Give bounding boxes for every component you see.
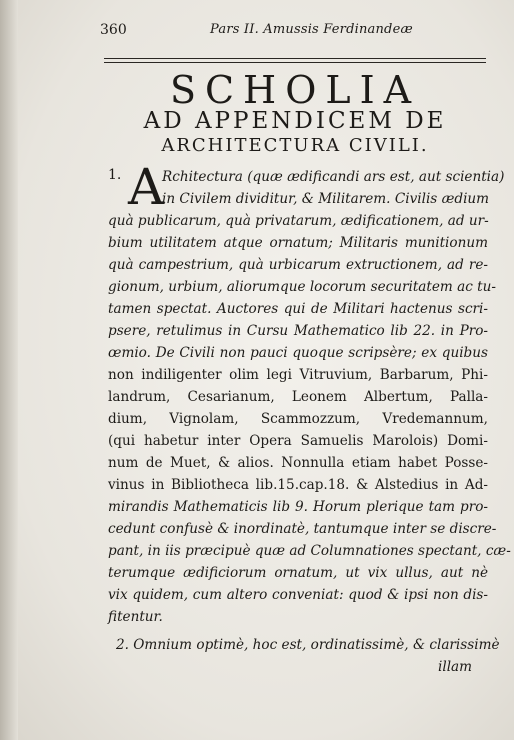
text-line: tamen spectat. Auctores qui de Militari hactenus scri- — [108, 301, 488, 317]
running-header — [100, 22, 480, 42]
text-line: non indiligenter olim legi Vitruvium, Barbarum, Phi- — [108, 367, 488, 383]
paragraph-2-line: 2. Omnium optimè, hoc est, ordinatissimè, & clarissimè — [116, 637, 500, 653]
text-line: landrum, Cesarianum, Leonem Albertum, Palla- — [108, 389, 488, 405]
running-title: Pars II. Amussis Ferdinandeæ — [210, 22, 413, 37]
text-line: terumque ædificiorum ornatum, ut vix ullus, aut nè — [108, 565, 488, 581]
text-line: in Civilem dividitur, & Militarem. Civilis ædium — [162, 191, 490, 207]
text-line: fitentur. — [108, 609, 163, 625]
text-line: vix quidem, cum altero conveniat: quod & ipsi non dis- — [108, 587, 488, 603]
text-line: gionum, urbium, aliorumque locorum securitatem ac tu- — [108, 279, 496, 295]
header-rule-top — [104, 58, 486, 59]
text-line: pant, in iis præcipuè quæ ad Columnationes spectant, cæ- — [108, 543, 511, 559]
text-line: dium, Vignolam, Scammozzum, Vredemannum, — [108, 411, 488, 427]
section-title-architecture: ARCHITECTURA CIVILI. — [161, 135, 429, 156]
catchword: illam — [438, 659, 473, 675]
text-line: psere, retulimus in Cursu Mathematico lib 22. in Pro- — [108, 323, 488, 339]
text-line: quà publicarum, quà privatarum, ædificationem, ad ur- — [108, 213, 489, 229]
page-gutter-shadow — [0, 0, 18, 740]
text-line: quà campestrium, quà urbicarum extructionem, ad re- — [108, 257, 488, 273]
text-line: bium utilitatem atque ornatum; Militaris munitionum — [108, 235, 488, 251]
section-title-appendix: AD APPENDICEM DE — [143, 108, 447, 134]
section-title-scholia: SCHOLIA — [169, 68, 421, 112]
text-line: num de Muet, & alios. Nonnulla etiam habet Posse- — [108, 455, 488, 471]
text-line: Rchitectura (quæ ædificandi ars est, aut scientia) — [162, 169, 505, 185]
text-line: vinus in Bibliotheca lib.15.cap.18. & Alstedius in Ad- — [108, 477, 488, 493]
text-line: cedunt confusè & inordinatè, tantumque inter se discre- — [108, 521, 497, 537]
paragraph-number: 1. — [108, 167, 122, 183]
text-line: (qui habetur inter Opera Samuelis Marolois) Domi- — [108, 433, 488, 449]
page-number: 360 — [100, 22, 127, 38]
text-line: mirandis Mathematicis lib 9. Horum plerique tam pro- — [108, 499, 488, 515]
text-line: œmio. De Civili non pauci quoque scripsère; ex quibus — [108, 345, 488, 361]
drop-cap: A — [128, 158, 165, 216]
header-rule-bottom — [104, 62, 486, 63]
